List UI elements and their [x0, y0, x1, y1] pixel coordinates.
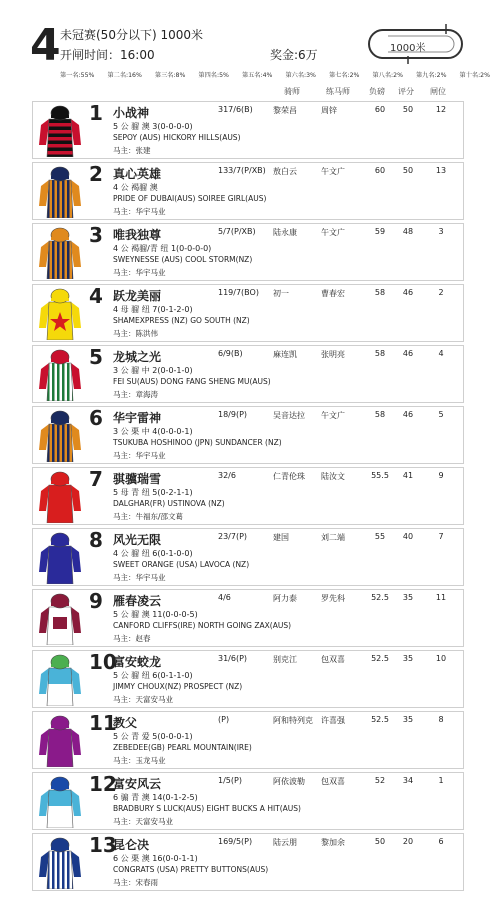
- carried-weight: 59: [374, 227, 386, 236]
- col-rating: 评分: [398, 87, 414, 96]
- jockey-silk-icon: [39, 410, 81, 462]
- horse-odds: 1/5(P): [218, 776, 242, 785]
- runner-number: 5: [89, 345, 103, 369]
- draw: 13: [435, 166, 447, 175]
- jockey-name: 阿依波勒: [273, 777, 305, 786]
- trainer-name: 许喜强: [321, 716, 345, 725]
- runner-number: 10: [89, 650, 117, 674]
- draw: 4: [438, 349, 444, 358]
- rating: 35: [402, 654, 414, 663]
- trainer-name: 刘二端: [321, 533, 345, 542]
- carried-weight: 60: [374, 105, 386, 114]
- runner-row[interactable]: [32, 345, 464, 403]
- race-time: 开闸时间：16:00: [60, 48, 155, 62]
- horse-info: 5 公 骝 澳 11(0-0-0-5): [113, 610, 198, 619]
- horse-info: 3 公 栗 中 4(0-0-0-1): [113, 427, 193, 436]
- jockey-silk-icon: [39, 471, 81, 523]
- carried-weight: 60: [374, 166, 386, 175]
- horse-name: 骐骥瑞雪: [113, 472, 162, 486]
- horse-name: 教父: [113, 716, 138, 730]
- horse-pedigree: SWEYNESSE (AUS) COOL STORM(NZ): [113, 255, 253, 264]
- col-trainer: 练马师: [326, 87, 350, 96]
- pct-1: 第一名:55%: [60, 72, 95, 79]
- runner-number: 11: [89, 711, 117, 735]
- pct-3: 第三名:8%: [154, 72, 186, 79]
- pct-5: 第五名:4%: [241, 72, 273, 79]
- rating: 41: [402, 471, 414, 480]
- pct-8: 第八名:2%: [372, 72, 403, 79]
- jockey-silk-icon: [39, 715, 81, 767]
- jockey-name: 陆永康: [273, 228, 297, 237]
- col-draw: 闸位: [430, 87, 446, 96]
- runner-row[interactable]: [32, 711, 464, 769]
- jockey-name: 敖白云: [273, 167, 297, 176]
- trainer-name: 包双喜: [321, 777, 345, 786]
- runner-row[interactable]: [32, 406, 464, 464]
- horse-owner: 马主：天富安马业: [113, 695, 173, 704]
- carried-weight: 52.5: [371, 654, 389, 663]
- horse-name: 跃龙美丽: [113, 289, 162, 303]
- col-jockey: 骑师: [284, 87, 300, 96]
- horse-name: 风光无限: [113, 533, 162, 547]
- horse-owner: 马主：陈洪伟: [113, 329, 158, 338]
- trainer-name: 陆汝文: [321, 472, 345, 481]
- horse-name: 小战神: [113, 106, 150, 120]
- horse-name: 富安风云: [113, 777, 162, 791]
- trainer-name: 罗先科: [321, 594, 345, 603]
- horse-info: 6 公 栗 澳 16(0-0-1-1): [113, 854, 198, 863]
- draw: 1: [438, 776, 444, 785]
- trainer-name: 黎加余: [321, 838, 345, 847]
- prize-percentages: [60, 70, 490, 79]
- jockey-silk-icon: [39, 349, 81, 401]
- draw: 7: [438, 532, 444, 541]
- runner-row[interactable]: [32, 833, 464, 891]
- draw: 5: [438, 410, 444, 419]
- trainer-name: 午文广: [321, 167, 345, 176]
- trainer-name: 周锌: [321, 106, 337, 115]
- horse-pedigree: FEI SU(AUS) DONG FANG SHENG MU(AUS): [113, 377, 271, 386]
- rating: 34: [402, 776, 414, 785]
- runner-number: 7: [89, 467, 103, 491]
- horse-info: 4 公 褐骝 澳: [113, 183, 158, 192]
- pct-2: 第二名:16%: [107, 72, 142, 79]
- runner-row[interactable]: [32, 162, 464, 220]
- draw: 11: [435, 593, 447, 602]
- horse-info: 5 公 骝 纽 6(0-1-1-0): [113, 671, 193, 680]
- horse-name: 华宇雷神: [113, 411, 162, 425]
- trainer-name: 午文广: [321, 411, 345, 420]
- jockey-name: 阿力泰: [273, 594, 297, 603]
- jockey-name: 仁青伦珠: [273, 472, 305, 481]
- rating: 50: [402, 166, 414, 175]
- rating: 46: [402, 410, 414, 419]
- pct-4: 第四名:5%: [198, 72, 229, 79]
- horse-pedigree: TSUKUBA HOSHINOO (JPN) SUNDANCER (NZ): [113, 438, 282, 447]
- jockey-name: 陆云朋: [273, 838, 297, 847]
- column-headers: [0, 86, 492, 98]
- runner-row[interactable]: [32, 528, 464, 586]
- carried-weight: 58: [374, 288, 386, 297]
- horse-odds: (P): [218, 715, 230, 724]
- draw: 2: [438, 288, 444, 297]
- runner-number: 4: [89, 284, 103, 308]
- horse-owner: 马主：天富安马业: [113, 817, 173, 826]
- horse-odds: 5/7(P/XB): [218, 227, 256, 236]
- jockey-name: 初一: [273, 289, 289, 298]
- rating: 46: [402, 288, 414, 297]
- horse-odds: 6/9(B): [218, 349, 243, 358]
- horse-pedigree: CONGRATS (USA) PRETTY BUTTONS(AUS): [113, 865, 269, 874]
- carried-weight: 58: [374, 349, 386, 358]
- horse-pedigree: BRADBURY S LUCK(AUS) EIGHT BUCKS A HIT(AUS): [113, 804, 301, 813]
- race-number: 4: [30, 20, 61, 71]
- pct-9: 第九名:2%: [416, 72, 447, 79]
- runner-number: 8: [89, 528, 103, 552]
- runner-row[interactable]: [32, 284, 464, 342]
- horse-pedigree: ZEBEDEE(GB) PEARL MOUNTAIN(IRE): [113, 743, 252, 752]
- draw: 9: [438, 471, 444, 480]
- horse-owner: 马主：宋春雨: [113, 878, 158, 887]
- horse-owner: 马主：张建: [113, 146, 151, 155]
- carried-weight: 52.5: [371, 715, 389, 724]
- jockey-name: 黎荣昌: [273, 106, 297, 115]
- horse-name: 昆仑决: [113, 838, 150, 852]
- runner-row[interactable]: [32, 223, 464, 281]
- runner-number: 1: [89, 101, 103, 125]
- horse-owner: 马主：赵春: [113, 634, 151, 643]
- runner-row[interactable]: [32, 101, 464, 159]
- runner-row[interactable]: [32, 650, 464, 708]
- horse-odds: 23/7(P): [218, 532, 248, 541]
- jockey-silk-icon: [39, 654, 81, 706]
- jockey-silk-icon: [39, 227, 81, 279]
- horse-pedigree: SHAMEXPRESS (NZ) GO SOUTH (NZ): [113, 316, 250, 325]
- horse-info: 6 骟 青 澳 14(0-1-2-5): [113, 793, 198, 802]
- carried-weight: 58: [374, 410, 386, 419]
- col-weight: 负磅: [369, 87, 385, 96]
- jockey-silk-icon: [39, 288, 81, 340]
- horse-info: 5 公 骝 澳 3(0-0-0-0): [113, 122, 193, 131]
- horse-odds: 169/5(P): [218, 837, 253, 846]
- draw: 12: [435, 105, 447, 114]
- horse-odds: 31/6(P): [218, 654, 248, 663]
- pct-7: 第七名:2%: [328, 72, 360, 79]
- runner-number: 6: [89, 406, 103, 430]
- carried-weight: 50: [374, 837, 386, 846]
- carried-weight: 55: [374, 532, 386, 541]
- jockey-name: 别克江: [273, 655, 297, 664]
- runner-row[interactable]: [32, 772, 464, 830]
- horse-pedigree: SEPOY (AUS) HICKORY HILLS(AUS): [113, 133, 241, 142]
- horse-name: 龙城之光: [113, 350, 162, 364]
- jockey-silk-icon: [39, 166, 81, 218]
- jockey-silk-icon: [39, 593, 81, 645]
- horse-info: 4 母 骝 纽 7(0-1-2-0): [113, 305, 193, 314]
- runner-number: 2: [89, 162, 103, 186]
- trainer-name: 曹春宏: [321, 289, 345, 298]
- trainer-name: 张明亮: [321, 350, 345, 359]
- rating: 40: [402, 532, 414, 541]
- horse-odds: 317/6(B): [218, 105, 253, 114]
- race-title: 未冠赛(50分以下) 1000米: [60, 28, 203, 42]
- horse-odds: 133/7(P/XB): [218, 166, 266, 175]
- horse-name: 唯我独尊: [113, 228, 162, 242]
- pct-10: 第十名:2%: [459, 72, 490, 79]
- horse-odds: 4/6: [218, 593, 231, 602]
- trainer-name: 午文广: [321, 228, 345, 237]
- runner-row[interactable]: [32, 467, 464, 525]
- trainer-name: 包双喜: [321, 655, 345, 664]
- runner-number: 9: [89, 589, 103, 613]
- horse-odds: 119/7(BO): [218, 288, 259, 297]
- race-prize: 奖金:6万: [270, 48, 318, 62]
- jockey-name: 吴音达拉: [273, 411, 305, 420]
- horse-pedigree: DALGHAR(FR) USTINOVA (NZ): [113, 499, 225, 508]
- horse-owner: 马主：华宇马业: [113, 573, 166, 582]
- runner-row[interactable]: [32, 589, 464, 647]
- rating: 48: [402, 227, 414, 236]
- jockey-name: 麻连凯: [273, 350, 297, 359]
- horse-name: 富安蛟龙: [113, 655, 162, 669]
- carried-weight: 55.5: [371, 471, 389, 480]
- horse-owner: 马主：华宇马业: [113, 451, 166, 460]
- horse-pedigree: JIMMY CHOUX(NZ) PROSPECT (NZ): [113, 682, 243, 691]
- rating: 46: [402, 349, 414, 358]
- horse-odds: 18/9(P): [218, 410, 248, 419]
- draw: 6: [438, 837, 444, 846]
- horse-owner: 马主：华宇马业: [113, 268, 166, 277]
- horse-pedigree: PRIDE OF DUBAI(AUS) SOIREE GIRL(AUS): [113, 194, 267, 203]
- rating: 20: [402, 837, 414, 846]
- horse-info: 4 公 褐骝/青 纽 1(0-0-0-0): [113, 244, 212, 253]
- horse-pedigree: CANFORD CLIFFS(IRE) NORTH GOING ZAX(AUS): [113, 621, 292, 630]
- jockey-silk-icon: [39, 837, 81, 889]
- draw: 3: [438, 227, 444, 236]
- rating: 35: [402, 593, 414, 602]
- horse-pedigree: SWEET ORANGE (USA) LAVOCA (NZ): [113, 560, 250, 569]
- carried-weight: 52.5: [371, 593, 389, 602]
- jockey-name: 建国: [273, 533, 289, 542]
- horse-info: 4 公 骝 纽 6(0-1-0-0): [113, 549, 193, 558]
- runner-number: 12: [89, 772, 117, 796]
- pct-6: 第六名:3%: [285, 72, 316, 79]
- race-header: [0, 0, 492, 98]
- jockey-name: 阿和特列克: [273, 716, 313, 725]
- draw: 10: [435, 654, 447, 663]
- horse-owner: 马主：华宇马业: [113, 207, 166, 216]
- horse-owner: 马主：章海涛: [113, 390, 158, 399]
- runner-number: 13: [89, 833, 117, 857]
- rating: 35: [402, 715, 414, 724]
- jockey-silk-icon: [39, 532, 81, 584]
- carried-weight: 52: [374, 776, 386, 785]
- horse-owner: 马主：牛福东/邵文葛: [113, 512, 184, 521]
- rating: 50: [402, 105, 414, 114]
- runner-number: 3: [89, 223, 103, 247]
- horse-owner: 马主：玉龙马业: [113, 756, 166, 765]
- track-distance-label: 1000米: [390, 43, 426, 54]
- horse-info: 5 母 青 纽 5(0-2-1-1): [113, 488, 193, 497]
- draw: 8: [438, 715, 444, 724]
- horse-name: 真心英雄: [113, 167, 162, 181]
- horse-info: 5 公 青 爱 5(0-0-0-1): [113, 732, 193, 741]
- jockey-silk-icon: [39, 105, 81, 157]
- horse-info: 3 公 骝 中 2(0-0-1-0): [113, 366, 193, 375]
- jockey-silk-icon: [39, 776, 81, 828]
- horse-odds: 32/6: [218, 471, 236, 480]
- horse-name: 雁春凌云: [113, 594, 162, 608]
